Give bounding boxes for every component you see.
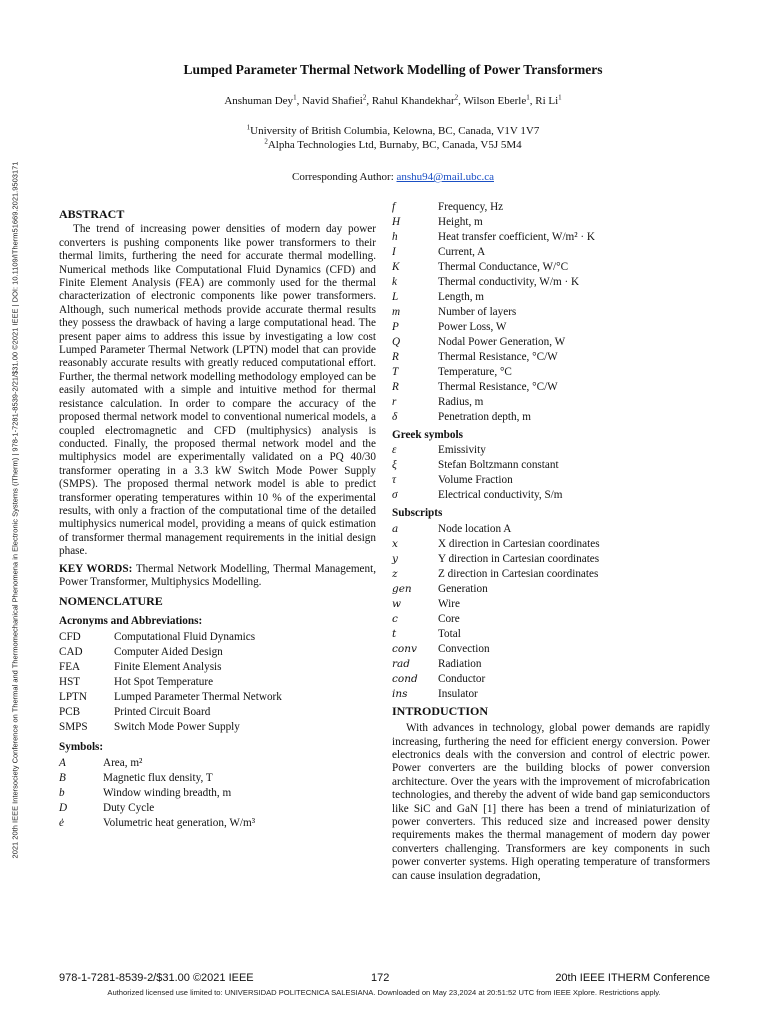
symbol-row-key: b bbox=[59, 787, 65, 800]
symbol-list-left bbox=[59, 757, 376, 832]
symbol-row-description: Thermal Resistance, °C/W bbox=[438, 380, 558, 393]
symbol-row bbox=[392, 245, 710, 260]
symbol-list-right bbox=[392, 200, 710, 425]
subscript-row-key: a bbox=[392, 522, 399, 535]
symbol-row-key: r bbox=[392, 395, 397, 408]
subscript-row-description: Conductor bbox=[438, 672, 486, 685]
subscript-row-description: Total bbox=[438, 627, 461, 640]
greek-symbol-row-description: Stefan Boltzmann constant bbox=[438, 459, 559, 472]
symbol-row bbox=[392, 395, 710, 410]
symbol-row-description: Thermal Conductance, W/°C bbox=[438, 260, 569, 273]
subscript-row-description: Core bbox=[438, 612, 460, 625]
symbol-row bbox=[392, 230, 710, 245]
author-name: Navid Shafiei bbox=[302, 95, 363, 107]
acronym-row-key: PCB bbox=[59, 705, 81, 718]
acronym-row bbox=[59, 645, 376, 660]
greek-symbol-row-key: τ bbox=[392, 474, 397, 487]
license-notice: Authorized licensed use limited to: UNIVERSIDAD POLITECNICA SALESIANA. Downloaded on May 23,2024 at 20:51:52 UTC from IEEE Xplore. Restrictions apply. bbox=[107, 988, 661, 997]
keywords-label: KEY WORDS: bbox=[59, 562, 133, 575]
introduction-heading: INTRODUCTION bbox=[392, 703, 489, 718]
greek-symbol-row-key: σ bbox=[392, 489, 398, 502]
keywords-text: Thermal Network Modelling, Thermal Management, Power Transformer, Multiphysics Modelling. bbox=[59, 562, 376, 588]
symbol-row-key: B bbox=[59, 772, 66, 785]
subscript-row-key: w bbox=[392, 597, 401, 610]
greek-symbol-row-key: ξ bbox=[392, 459, 397, 472]
symbol-row-description: Area, m² bbox=[103, 757, 143, 770]
paper-title: Lumped Parameter Thermal Network Modelling of Power Transformers bbox=[183, 62, 603, 77]
greek-symbol-row-description: Electrical conductivity, S/m bbox=[438, 489, 563, 502]
acronym-row-key: FEA bbox=[59, 660, 81, 673]
acronym-list bbox=[59, 630, 376, 735]
affiliation-text: Alpha Technologies Ltd, Burnaby, BC, Canada, V5J 5M4 bbox=[267, 139, 522, 151]
symbol-row-key: ė bbox=[59, 817, 64, 830]
affiliation-number: 1 bbox=[246, 123, 251, 132]
subscript-row-description: Wire bbox=[438, 597, 460, 610]
footer-conference: 20th IEEE ITHERM Conference bbox=[555, 972, 710, 984]
affiliation-line bbox=[0, 124, 768, 138]
symbol-row bbox=[392, 335, 710, 350]
acronym-row-description: Lumped Parameter Thermal Network bbox=[114, 690, 282, 703]
symbol-row-description: Heat transfer coefficient, W/m² · K bbox=[438, 230, 596, 243]
symbol-row-key: K bbox=[392, 260, 400, 273]
acronym-row bbox=[59, 660, 376, 675]
symbol-row-key: R bbox=[392, 350, 399, 363]
symbol-row-description: Length, m bbox=[438, 290, 484, 303]
affiliation-number: 2 bbox=[264, 137, 268, 146]
subscript-row-key: cond bbox=[392, 672, 418, 685]
symbol-row-description: Frequency, Hz bbox=[438, 200, 504, 213]
acronym-row-key: CFD bbox=[59, 630, 81, 643]
acronym-row-description: Computational Fluid Dynamics bbox=[114, 630, 256, 643]
symbol-row-key: Q bbox=[392, 335, 401, 348]
greek-symbol-row bbox=[392, 488, 710, 503]
keywords bbox=[59, 563, 376, 590]
symbol-row-key: P bbox=[392, 320, 399, 333]
affiliations bbox=[0, 124, 768, 152]
subscript-row bbox=[392, 522, 710, 537]
doi-sidebar bbox=[4, 60, 26, 960]
author-name: Wilson Eberle bbox=[463, 95, 527, 107]
footer-page-number: 172 bbox=[371, 972, 390, 984]
symbol-row-key: L bbox=[392, 290, 399, 303]
footer-isbn: 978-1-7281-8539-2/$31.00 ©2021 IEEE bbox=[59, 972, 254, 984]
introduction-text: With advances in technology, global power demands are rapidly increasing, furthering the need for efficient energy conversion. Power electronics deals with the conversion and control of electric power. Power converters are the building blocks of power conversion architecture. Over the years with the improvement of microfabrication technologies, and thereby the advent of wide band gap semiconductors like SiC and GaN [1] there has been a trend of miniaturization of power converters. This reduced size and increased power density requirements makes the thermal management of modern day power converters challenging. Transformers are key components in such power converter systems. High operating temperature of transformers can cause insulation degradation, bbox=[392, 722, 710, 882]
author-affiliation-mark: 1 bbox=[558, 93, 562, 102]
symbol-row-key: m bbox=[392, 305, 401, 318]
acronym-row bbox=[59, 705, 376, 720]
symbol-row-description: Number of layers bbox=[438, 305, 517, 318]
symbol-row bbox=[392, 200, 710, 215]
greek-heading: Greek symbols bbox=[392, 429, 463, 441]
subscript-row-description: Convection bbox=[438, 642, 490, 655]
acronym-row bbox=[59, 690, 376, 705]
acronym-row bbox=[59, 675, 376, 690]
greek-symbol-row bbox=[392, 458, 710, 473]
symbol-row bbox=[392, 320, 710, 335]
symbol-row-description: Nodal Power Generation, W bbox=[438, 335, 566, 348]
acronym-row-description: Switch Mode Power Supply bbox=[114, 720, 240, 733]
corresponding-label: Corresponding Author: bbox=[292, 171, 394, 183]
nomenclature-heading: NOMENCLATURE bbox=[59, 594, 163, 609]
symbol-row-description: Temperature, °C bbox=[438, 365, 512, 378]
subscript-row-key: y bbox=[392, 552, 398, 565]
author-affiliation-mark: 1 bbox=[293, 93, 297, 102]
author-affiliation-mark: 2 bbox=[454, 93, 459, 102]
symbol-row bbox=[392, 365, 710, 380]
affiliation-line bbox=[0, 138, 768, 152]
subscript-row bbox=[392, 672, 710, 687]
subscript-row bbox=[392, 687, 710, 702]
symbol-row bbox=[392, 380, 710, 395]
symbol-row bbox=[59, 817, 376, 832]
symbol-row-description: Radius, m bbox=[438, 395, 484, 408]
symbol-row-description: Power Loss, W bbox=[438, 320, 507, 333]
symbol-row-key: f bbox=[392, 200, 396, 213]
subscript-row-key: gen bbox=[392, 582, 412, 595]
author-name: Ri Li bbox=[535, 95, 559, 107]
subscript-row bbox=[392, 642, 710, 657]
subscript-row-description: Z direction in Cartesian coordinates bbox=[438, 567, 599, 580]
greek-symbol-row bbox=[392, 443, 710, 458]
subscript-row bbox=[392, 657, 710, 672]
acronym-row bbox=[59, 720, 376, 735]
subscript-row bbox=[392, 552, 710, 567]
subscripts-heading: Subscripts bbox=[392, 507, 443, 520]
acronym-row-description: Printed Circuit Board bbox=[114, 705, 211, 718]
symbol-row bbox=[59, 757, 376, 772]
symbol-row-key: D bbox=[59, 802, 68, 815]
subscript-row-key: ins bbox=[392, 687, 408, 700]
acronym-row-key: LPTN bbox=[59, 690, 87, 703]
corresponding-email-link[interactable]: anshu94@mail.ubc.ca bbox=[396, 171, 494, 183]
author-list: Anshuman Dey$^1$, Navid Shafiei$^2$, Rahul Khandekhar$^2$, Wilson Eberle$^1$, Ri Li$^1$ bbox=[224, 93, 562, 107]
subscript-list bbox=[392, 522, 710, 702]
subscript-row-key: rad bbox=[392, 657, 411, 670]
symbol-row-key: k bbox=[392, 275, 397, 288]
subscript-row-key: z bbox=[392, 567, 398, 580]
symbol-row-key: A bbox=[59, 757, 66, 770]
abstract-text: The trend of increasing power densities of modern day power converters is pushing components like power transformers to their thermal limits, furthering the need for accurate thermal modelling. Numerical methods like Computational Fluid Dynamics (CFD) and Finite Element Analysis (FEA) are commonly used for the thermal characterization of electronic components like power transformers. Although, such numerical methods provide accurate thermal results they possess the drawback of having a large computational head. The present paper aims to address this issue by investigating a low cost Lumped Parameter Thermal Network (LPTN) model that can provide reasonably accurate results with greatly reduced computational effort. Further, the thermal network modelling methodology employed can be easily automated with a simple and intuitive method for thermal resistance calculation. In order to compare the accuracy of the proposed thermal network model to conventional numerical models, a coupled electromagnetic and CFD (multiphysics) analysis is conducted. Finally, the proposed thermal network model and the multiphysics model are experimentally validated on a PQ 40/30 transformer operating in a 3.3 kW Switch Mode Power Supply (SMPS). The proposed thermal network model is able to predict transformer operating temperatures within 10 % of the experimental results, with only a fraction of the computational time of the detailed multiphysics numerical model, providing a means of quick estimation of transformer thermal management requirements in the initial design phase. bbox=[59, 223, 376, 558]
symbol-row-key: H bbox=[392, 215, 401, 228]
subscript-row bbox=[392, 567, 710, 582]
symbol-row-description: Current, A bbox=[438, 245, 486, 258]
symbol-row-key: T bbox=[392, 365, 399, 378]
acronym-row-description: Hot Spot Temperature bbox=[114, 675, 214, 688]
greek-symbol-row-description: Volume Fraction bbox=[438, 474, 513, 487]
subscript-row-description: Generation bbox=[438, 582, 488, 595]
acronyms-heading: Acronyms and Abbreviations: bbox=[59, 614, 203, 627]
symbol-row-key: I bbox=[392, 245, 396, 258]
greek-symbol-list bbox=[392, 443, 710, 503]
subscript-row-key: t bbox=[392, 627, 397, 640]
author-name: Anshuman Dey bbox=[224, 95, 294, 107]
author-name: Rahul Khandekhar bbox=[371, 95, 455, 107]
symbol-row bbox=[392, 260, 710, 275]
subscript-row-description: Node location A bbox=[438, 522, 512, 535]
acronym-row-key: HST bbox=[59, 675, 81, 688]
acronym-row-description: Finite Element Analysis bbox=[114, 660, 222, 673]
subscript-row bbox=[392, 582, 710, 597]
subscript-row bbox=[392, 627, 710, 642]
greek-symbol-row bbox=[392, 473, 710, 488]
author-affiliation-mark: 1 bbox=[526, 93, 530, 102]
greek-symbol-row-description: Emissivity bbox=[438, 444, 486, 457]
symbol-row-description: Duty Cycle bbox=[103, 802, 155, 815]
subscript-row-description: Y direction in Cartesian coordinates bbox=[438, 552, 600, 565]
subscript-row-description: Radiation bbox=[438, 657, 482, 670]
symbol-row-description: Volumetric heat generation, W/m³ bbox=[103, 817, 256, 830]
subscript-row bbox=[392, 612, 710, 627]
symbol-row-description: Thermal conductivity, W/m · K bbox=[438, 275, 580, 288]
subscript-row-key: x bbox=[392, 537, 398, 550]
right-column bbox=[392, 200, 710, 883]
symbol-row-description: Height, m bbox=[438, 215, 483, 228]
acronym-row-key: SMPS bbox=[59, 720, 88, 733]
subscript-row-description: X direction in Cartesian coordinates bbox=[438, 537, 600, 550]
symbol-row-key: R bbox=[392, 380, 399, 393]
acronym-row-key: CAD bbox=[59, 645, 83, 658]
symbol-row bbox=[392, 350, 710, 365]
acronym-row-description: Computer Aided Design bbox=[114, 645, 223, 658]
symbol-row-key: δ bbox=[392, 410, 398, 423]
author-affiliation-mark: 2 bbox=[362, 93, 367, 102]
subscript-row bbox=[392, 537, 710, 552]
symbol-row bbox=[392, 215, 710, 230]
symbol-row bbox=[59, 802, 376, 817]
abstract-heading: ABSTRACT bbox=[59, 207, 125, 221]
symbol-row-description: Penetration depth, m bbox=[438, 410, 531, 423]
symbol-row bbox=[392, 410, 710, 425]
symbol-row bbox=[392, 290, 710, 305]
affiliation-text: University of British Columbia, Kelowna, BC, Canada, V1V 1V7 bbox=[250, 125, 540, 137]
symbol-row-description: Window winding breadth, m bbox=[103, 787, 232, 800]
subscript-row-key: conv bbox=[392, 642, 417, 655]
symbol-row bbox=[59, 787, 376, 802]
acronym-row bbox=[59, 630, 376, 645]
symbols-heading: Symbols: bbox=[59, 741, 104, 754]
greek-symbol-row-key: ε bbox=[392, 444, 397, 457]
corresponding-author bbox=[0, 171, 768, 183]
symbol-row bbox=[59, 772, 376, 787]
symbol-row-description: Magnetic flux density, T bbox=[103, 772, 213, 785]
left-column bbox=[59, 207, 376, 832]
subscript-row-description: Insulator bbox=[438, 687, 478, 700]
doi-sidebar-text: 2021 20th IEEE Intersociety Conference on Thermal and Thermomechanical Phenomena in Electronic Systems (iTherm) | 978-1-7281-8539-2/21/$31.00 ©2021 IEEE | DOI: 10.1109/ITherm51669.2021.9503171 bbox=[10, 161, 20, 859]
symbol-row-description: Thermal Resistance, °C/W bbox=[438, 350, 558, 363]
subscript-row bbox=[392, 597, 710, 612]
symbol-row bbox=[392, 275, 710, 290]
subscript-row-key: c bbox=[392, 612, 398, 625]
symbol-row bbox=[392, 305, 710, 320]
symbol-row-key: h bbox=[392, 230, 398, 243]
